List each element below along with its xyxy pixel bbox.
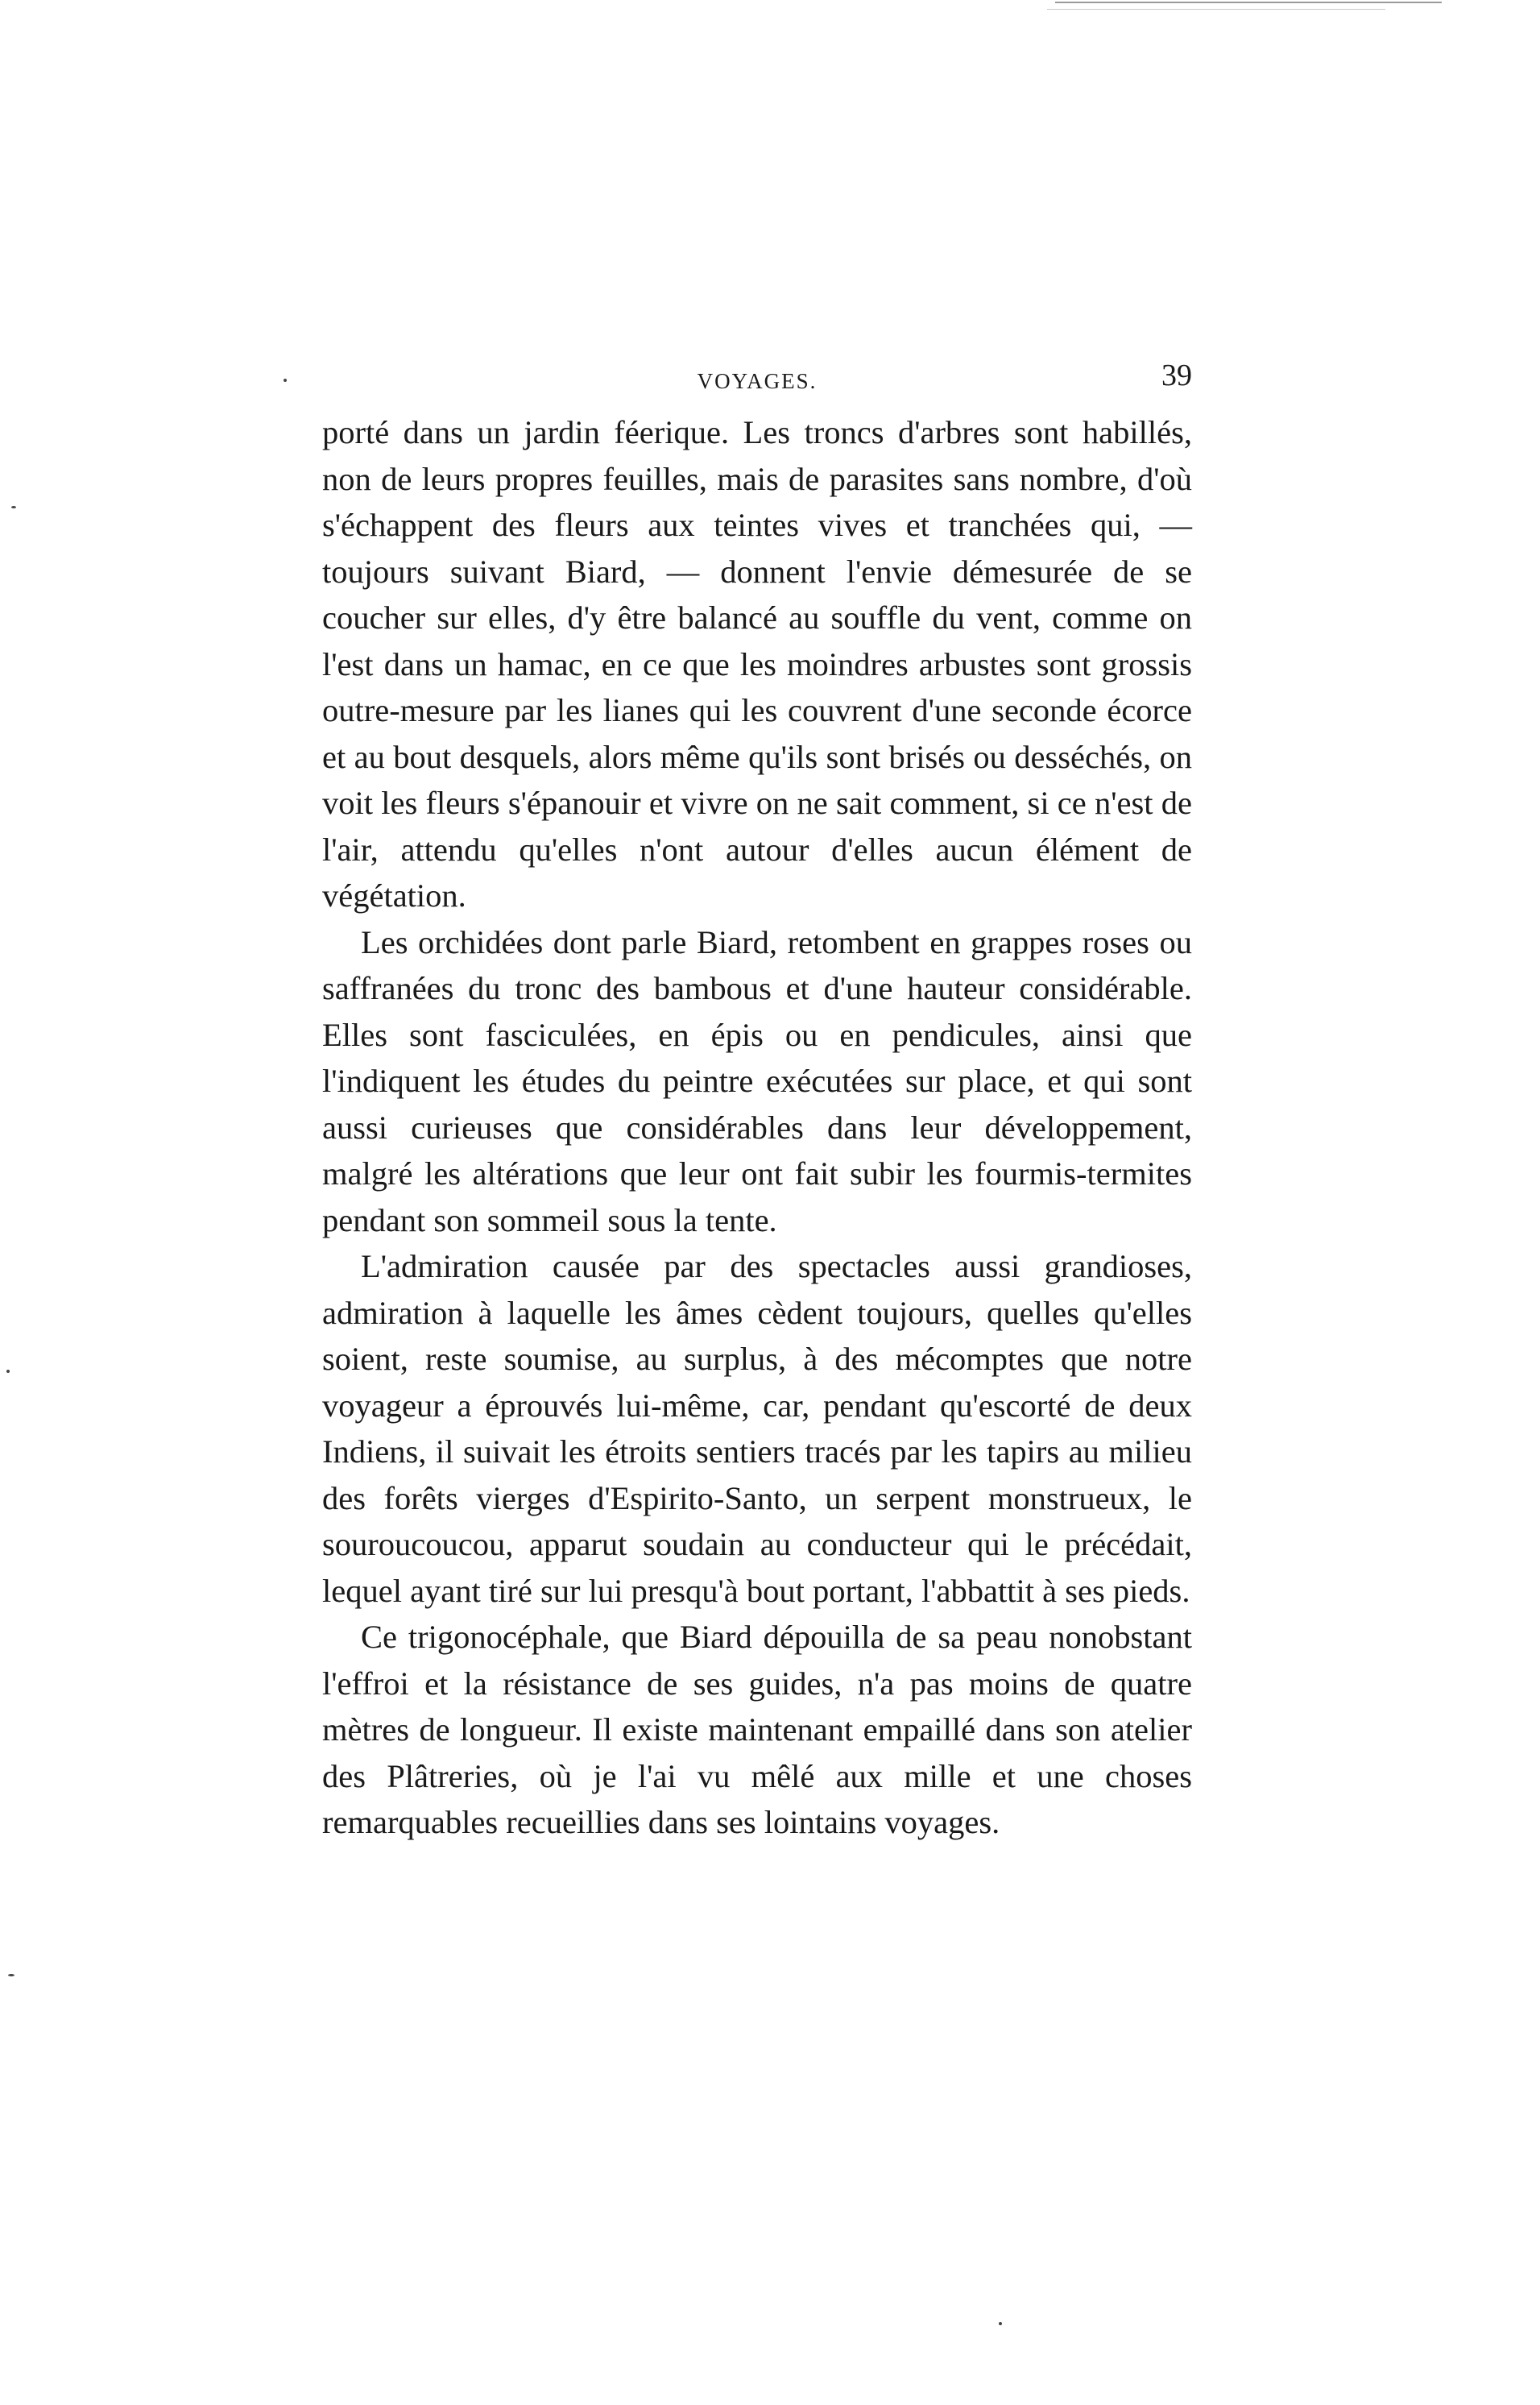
paper-speck <box>6 1370 10 1373</box>
paper-speck <box>11 506 16 508</box>
paper-speck <box>999 2322 1002 2325</box>
top-edge-rule <box>1055 2 1442 3</box>
paper-speck <box>8 1974 14 1976</box>
paragraph: Les orchidées dont parle Biard, retombent en grappes roses ou saffranées du tronc des bambous et d'une hauteur considérable. Elles sont fasciculées, en épis ou en pendicules, ainsi que l'indiquent les études du peintre exécutées sur place, et qui sont aussi curieuses que considérables dans leur développement, malgré les altérations que leur ont fait subir les fourmis-termites pendant son sommeil sous la tente. <box>322 923 1192 1238</box>
top-edge-rule-faint <box>1047 9 1385 10</box>
paragraph: Ce trigonocéphale, que Biard dépouilla de sa peau nonobstant l'effroi et la résistance de ses guides, n'a pas moins de quatre mètres de longueur. Il existe maintenant empaillé dans son atelier des Plâtreries, où je l'ai vu mêlé aux mille et une choses remarquables recueillies dans ses lointains voyages. <box>322 1619 1192 1840</box>
running-title: VOYAGES. <box>697 369 818 393</box>
paper-speck <box>284 379 287 382</box>
paragraph: porté dans un jardin féerique. Les troncs d'arbres sont habillés, non de leurs propres feuilles, mais de parasites sans nombre, d'où s'échappent des fleurs aux teintes vives et tranchées qui, — toujours suivant Biard, — donnent l'envie démesurée de se coucher sur elles, d'y être balancé au souffle du vent, comme on l'est dans un hamac, en ce que les moindres arbustes sont grossis outre-mesure par les lianes qui les couvrent d'une seconde écorce et au bout desquels, alors même qu'ils sont brisés ou desséchés, on voit les fleurs s'épanouir et vivre on ne sait comment, si ce n'est de l'air, attendu qu'elles n'ont autour d'elles aucun élément de végétation. <box>322 414 1192 914</box>
body-text <box>322 409 1192 1846</box>
paragraph: L'admiration causée par des spectacles aussi grandioses, admiration à laquelle les âmes cèdent toujours, quelles qu'elles soient, reste soumise, au surplus, à des mécomptes que notre voyageur a éprouvés lui-même, car, pendant qu'escorté de deux Indiens, il suivait les étroits sentiers tracés par les tapirs au milieu des forêts vierges d'Espirito-Santo, un serpent monstrueux, le souroucoucou, apparut soudain au conducteur qui le précédait, lequel ayant tiré sur lui presqu'à bout portant, l'abbattit à ses pieds. <box>322 1248 1192 1609</box>
running-header <box>322 355 1192 403</box>
page-number: 39 <box>1161 359 1192 392</box>
